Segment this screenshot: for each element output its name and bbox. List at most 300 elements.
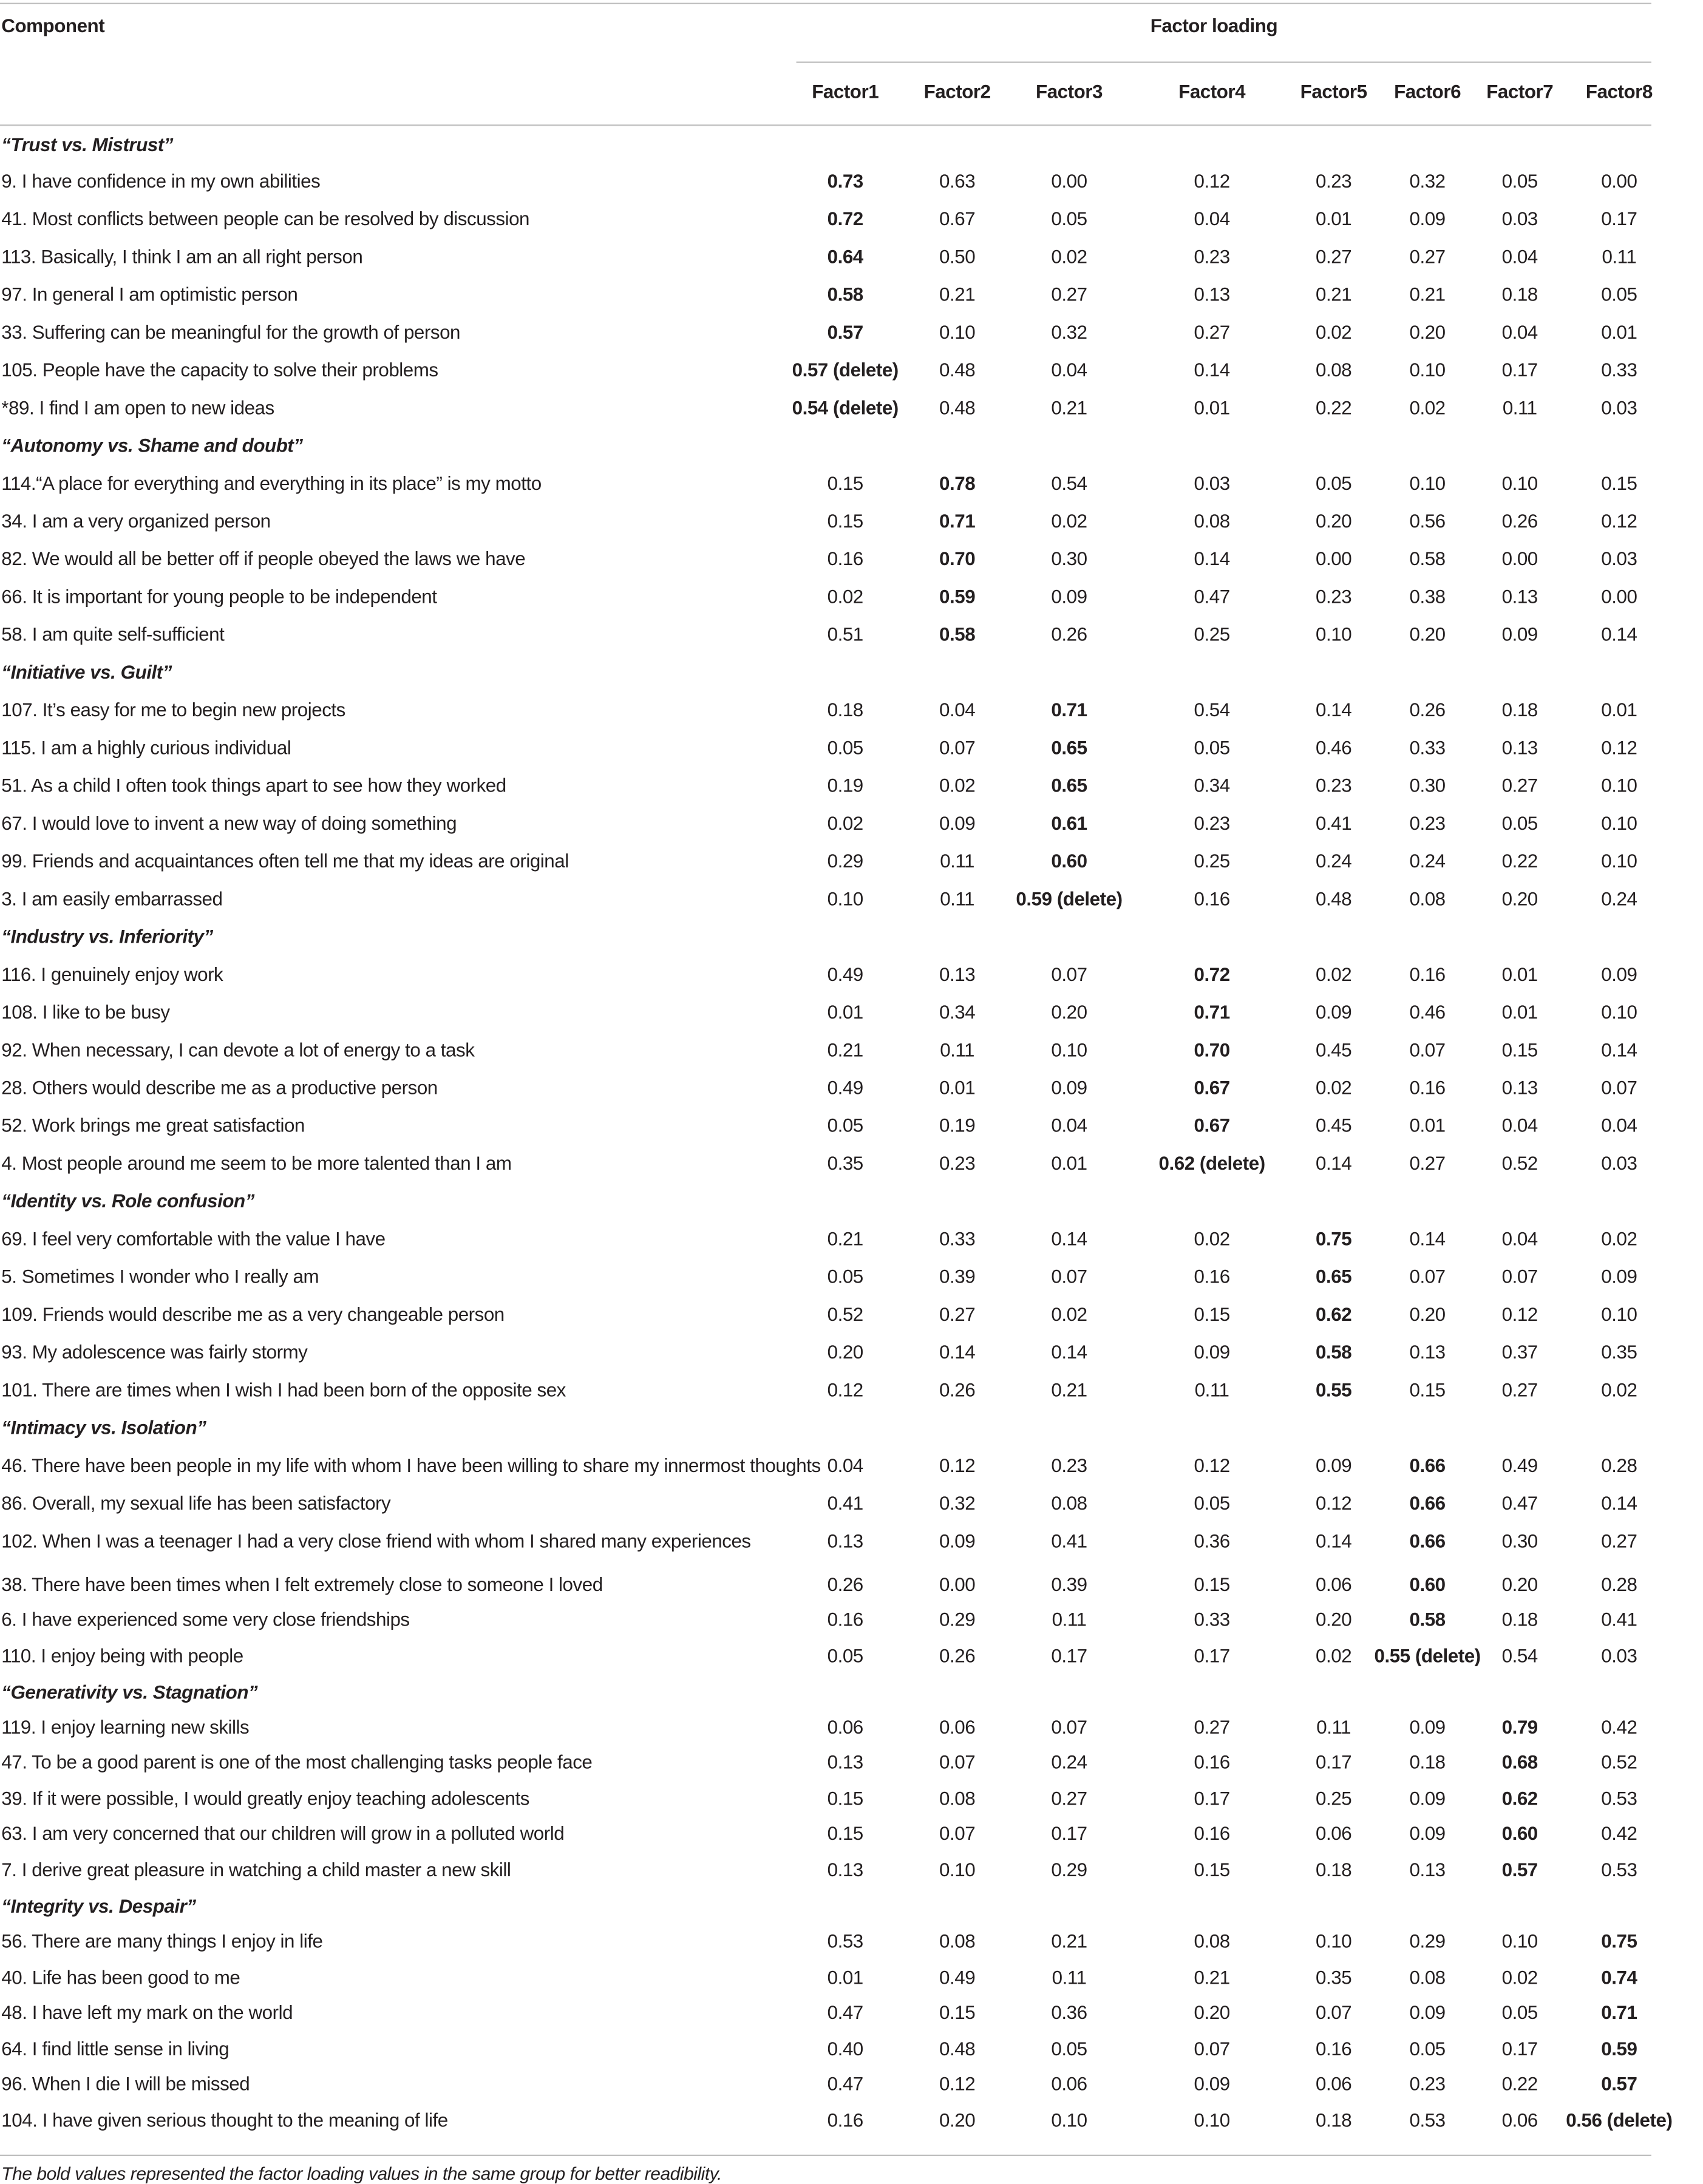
loading-cell: 0.03 [1601, 548, 1637, 570]
loading-cell: 0.06 [1316, 2074, 1352, 2095]
loading-cell: 0.01 [1316, 208, 1352, 230]
loading-cell: 0.64 [827, 246, 863, 268]
loading-cell: 0.07 [1194, 2038, 1230, 2060]
loading-cell: 0.13 [827, 1751, 863, 1773]
loading-cell: 0.16 [827, 1609, 863, 1630]
loading-cell: 0.05 [1194, 1493, 1230, 1514]
loading-cell: 0.68 [1501, 1751, 1538, 1773]
loading-cell: 0.28 [1601, 1455, 1637, 1476]
loading-cell: 0.11 [940, 850, 975, 872]
item-label: 67. I would love to invent a new way of doing something [1, 813, 457, 834]
loading-cell: 0.06 [827, 1717, 863, 1738]
loading-cell: 0.00 [939, 1574, 976, 1595]
loading-cell: 0.23 [1316, 586, 1352, 608]
loading-cell: 0.11 [1502, 397, 1537, 419]
loading-cell: 0.16 [1194, 1266, 1230, 1287]
loading-cell: 0.20 [1316, 1609, 1352, 1630]
loading-cell: 0.37 [1501, 1341, 1538, 1363]
loading-cell: 0.14 [1194, 548, 1230, 570]
loading-cell: 0.50 [939, 246, 976, 268]
loading-cell: 0.05 [1501, 813, 1538, 834]
loading-cell: 0.14 [1194, 359, 1230, 381]
loading-cell: 0.15 [827, 1823, 863, 1844]
loading-cell: 0.62 (delete) [1158, 1153, 1265, 1174]
loading-cell: 0.04 [827, 1455, 863, 1476]
loading-cell: 0.47 [1194, 586, 1230, 608]
item-label: 40. Life has been good to me [1, 1967, 240, 1989]
loading-cell: 0.05 [1409, 2038, 1446, 2060]
loading-cell: 0.56 [1409, 510, 1446, 532]
loading-cell: 0.58 [1316, 1341, 1352, 1363]
loading-cell: 0.07 [1501, 1266, 1538, 1287]
loading-cell: 0.00 [1051, 171, 1087, 192]
loading-cell: 0.33 [1194, 1609, 1230, 1630]
loading-cell: 0.02 [939, 775, 976, 796]
loading-cell: 0.12 [1601, 510, 1637, 532]
item-label: 52. Work brings me great satisfaction [1, 1115, 305, 1136]
loading-cell: 0.01 [827, 1967, 863, 1989]
item-label: 114.“A place for everything and everything in its place” is my motto [1, 473, 542, 494]
factor-header: Factor4 [1178, 81, 1246, 103]
loading-cell: 0.27 [1194, 1717, 1230, 1738]
loading-cell: 0.62 [1501, 1788, 1538, 1809]
loading-cell: 0.14 [1601, 1039, 1637, 1061]
loading-cell: 0.05 [1194, 737, 1230, 759]
loading-cell: 0.05 [1501, 2002, 1538, 2024]
loading-cell: 0.20 [939, 2109, 976, 2131]
loading-cell: 0.73 [827, 171, 863, 192]
loading-cell: 0.16 [827, 2109, 863, 2131]
loading-cell: 0.08 [1194, 1930, 1230, 1952]
loading-cell: 0.10 [1409, 473, 1446, 494]
loading-cell: 0.27 [1501, 775, 1538, 796]
loading-cell: 0.49 [939, 1967, 976, 1989]
loading-cell: 0.02 [1601, 1379, 1637, 1401]
item-label: 105. People have the capacity to solve their problems [1, 359, 438, 381]
loading-cell: 0.06 [1051, 2074, 1087, 2095]
loading-cell: 0.08 [1051, 1493, 1087, 1514]
loading-cell: 0.49 [1501, 1455, 1538, 1476]
loading-cell: 0.10 [1316, 624, 1352, 645]
item-label: 46. There have been people in my life with whom I have been willing to share my innermost thoughts [1, 1455, 821, 1476]
item-label: 113. Basically, I think I am an all right person [1, 246, 363, 268]
loading-cell: 0.09 [1409, 1717, 1446, 1738]
loading-cell: 0.21 [1194, 1967, 1230, 1989]
loading-cell: 0.18 [1409, 1751, 1446, 1773]
loading-cell: 0.16 [827, 548, 863, 570]
loading-cell: 0.13 [827, 1530, 863, 1552]
item-label: 96. When I die I will be missed [1, 2074, 250, 2095]
loading-cell: 0.27 [1316, 246, 1352, 268]
item-label: *89. I find I am open to new ideas [1, 397, 274, 419]
loading-cell: 0.56 (delete) [1566, 2109, 1673, 2131]
loading-cell: 0.09 [1501, 624, 1538, 645]
loading-cell: 0.33 [1409, 737, 1446, 759]
loading-cell: 0.05 [827, 1645, 863, 1667]
loading-cell: 0.02 [1316, 1645, 1352, 1667]
loading-cell: 0.09 [1601, 1266, 1637, 1287]
loading-cell: 0.42 [1601, 1717, 1637, 1738]
loading-cell: 0.57 (delete) [792, 359, 899, 381]
loading-cell: 0.20 [1051, 1002, 1087, 1023]
loading-cell: 0.33 [1601, 359, 1637, 381]
loading-cell: 0.12 [939, 1455, 976, 1476]
loading-cell: 0.25 [1194, 850, 1230, 872]
loading-cell: 0.01 [1501, 964, 1538, 985]
loading-cell: 0.59 [1601, 2038, 1637, 2060]
loading-cell: 0.29 [1051, 1859, 1087, 1880]
loading-cell: 0.52 [1501, 1153, 1538, 1174]
loading-cell: 0.11 [1052, 1967, 1087, 1989]
loading-cell: 0.14 [1316, 1153, 1352, 1174]
loading-cell: 0.10 [1501, 1930, 1538, 1952]
loading-cell: 0.09 [1409, 1823, 1446, 1844]
loading-cell: 0.03 [1601, 1645, 1637, 1667]
top-rule [0, 3, 1651, 4]
loading-cell: 0.25 [1194, 624, 1230, 645]
loading-cell: 0.23 [1194, 813, 1230, 834]
loading-cell: 0.08 [939, 1788, 976, 1809]
loading-cell: 0.08 [1409, 888, 1446, 910]
loading-cell: 0.48 [939, 2038, 976, 2060]
loading-cell: 0.55 [1316, 1379, 1352, 1401]
factor-header: Factor6 [1394, 81, 1461, 103]
loading-cell: 0.45 [1316, 1039, 1352, 1061]
loading-cell: 0.67 [1194, 1077, 1230, 1099]
item-label: 5. Sometimes I wonder who I really am [1, 1266, 319, 1287]
loading-cell: 0.53 [1601, 1859, 1637, 1880]
loading-cell: 0.14 [1316, 1530, 1352, 1552]
loading-cell: 0.12 [1601, 737, 1637, 759]
loading-cell: 0.09 [1409, 1788, 1446, 1809]
loading-cell: 0.54 [1501, 1645, 1538, 1667]
loading-cell: 0.09 [1601, 964, 1637, 985]
loading-cell: 0.78 [939, 473, 976, 494]
loading-cell: 0.18 [1501, 283, 1538, 305]
loading-cell: 0.13 [1409, 1859, 1446, 1880]
loading-cell: 0.27 [1051, 1788, 1087, 1809]
loading-cell: 0.36 [1194, 1530, 1230, 1552]
loading-cell: 0.01 [1601, 699, 1637, 721]
factor-header: Factor1 [812, 81, 879, 103]
section-heading: “Integrity vs. Despair” [1, 1896, 196, 1917]
loading-cell: 0.14 [939, 1341, 976, 1363]
loading-cell: 0.02 [1051, 510, 1087, 532]
loading-cell: 0.07 [1409, 1266, 1446, 1287]
loading-cell: 0.03 [1601, 397, 1637, 419]
loading-cell: 0.11 [1316, 1717, 1351, 1738]
item-label: 82. We would all be better off if people obeyed the laws we have [1, 548, 526, 570]
item-label: 116. I genuinely enjoy work [1, 964, 223, 985]
item-label: 108. I like to be busy [1, 1002, 170, 1023]
loading-cell: 0.10 [1316, 1930, 1352, 1952]
loading-cell: 0.09 [1194, 1341, 1230, 1363]
loading-cell: 0.11 [940, 888, 975, 910]
loading-cell: 0.11 [940, 1039, 975, 1061]
loading-cell: 0.15 [827, 473, 863, 494]
loading-cell: 0.01 [827, 1002, 863, 1023]
loading-cell: 0.67 [1194, 1115, 1230, 1136]
loading-cell: 0.20 [1501, 1574, 1538, 1595]
loading-cell: 0.36 [1051, 2002, 1087, 2024]
loading-cell: 0.09 [1409, 208, 1446, 230]
item-label: 102. When I was a teenager I had a very close friend with whom I shared many experiences [1, 1530, 751, 1552]
loading-cell: 0.10 [1409, 359, 1446, 381]
item-label: 99. Friends and acquaintances often tell me that my ideas are original [1, 850, 569, 872]
factor-header: Factor2 [923, 81, 991, 103]
loading-cell: 0.67 [939, 208, 976, 230]
loading-cell: 0.11 [1052, 1609, 1087, 1630]
loading-cell: 0.22 [1501, 850, 1538, 872]
loading-cell: 0.57 [1501, 1859, 1538, 1880]
loading-cell: 0.04 [939, 699, 976, 721]
loading-cell: 0.06 [939, 1717, 976, 1738]
item-label: 66. It is important for young people to be independent [1, 586, 437, 608]
loading-cell: 0.05 [1316, 473, 1352, 494]
loading-cell: 0.17 [1051, 1823, 1087, 1844]
loading-cell: 0.20 [1194, 2002, 1230, 2024]
item-label: 104. I have given serious thought to the meaning of life [1, 2109, 448, 2131]
loading-cell: 0.66 [1409, 1455, 1446, 1476]
loading-cell: 0.17 [1194, 1645, 1230, 1667]
loading-cell: 0.16 [1409, 964, 1446, 985]
loading-cell: 0.02 [827, 586, 863, 608]
loading-cell: 0.02 [1316, 322, 1352, 343]
loading-cell: 0.61 [1051, 813, 1087, 834]
loading-cell: 0.72 [827, 208, 863, 230]
loading-cell: 0.55 (delete) [1374, 1645, 1481, 1667]
loading-cell: 0.13 [1194, 283, 1230, 305]
loading-cell: 0.58 [1409, 1609, 1446, 1630]
loading-cell: 0.39 [1051, 1574, 1087, 1595]
loading-cell: 0.30 [1501, 1530, 1538, 1552]
loading-cell: 0.65 [1316, 1266, 1352, 1287]
loading-cell: 0.72 [1194, 964, 1230, 985]
loading-cell: 0.35 [1316, 1967, 1352, 1989]
loading-cell: 0.24 [1409, 850, 1446, 872]
loading-cell: 0.02 [1194, 1228, 1230, 1250]
loading-cell: 0.58 [939, 624, 976, 645]
loading-cell: 0.60 [1409, 1574, 1446, 1595]
loading-cell: 0.33 [939, 1228, 976, 1250]
loading-cell: 0.48 [939, 359, 976, 381]
loading-cell: 0.03 [1194, 473, 1230, 494]
loading-cell: 0.07 [939, 1751, 976, 1773]
loading-cell: 0.60 [1051, 850, 1087, 872]
loading-cell: 0.10 [1601, 1002, 1637, 1023]
loading-cell: 0.26 [1051, 624, 1087, 645]
section-heading: “Intimacy vs. Isolation” [1, 1417, 206, 1439]
loading-cell: 0.19 [939, 1115, 976, 1136]
loading-cell: 0.17 [1051, 1645, 1087, 1667]
loading-cell: 0.47 [827, 2002, 863, 2024]
item-label: 28. Others would describe me as a productive person [1, 1077, 438, 1099]
loading-cell: 0.51 [827, 624, 863, 645]
item-label: 110. I enjoy being with people [1, 1645, 243, 1667]
loading-cell: 0.15 [1194, 1304, 1230, 1325]
loading-cell: 0.20 [1316, 510, 1352, 532]
loading-cell: 0.09 [1051, 1077, 1087, 1099]
loading-cell: 0.01 [1501, 1002, 1538, 1023]
loading-cell: 0.10 [939, 1859, 976, 1880]
loading-cell: 0.47 [1501, 1493, 1538, 1514]
loading-cell: 0.06 [1316, 1823, 1352, 1844]
loading-cell: 0.38 [1409, 586, 1446, 608]
loading-cell: 0.28 [1601, 1574, 1637, 1595]
loading-cell: 0.21 [827, 1039, 863, 1061]
loading-cell: 0.45 [1316, 1115, 1352, 1136]
item-label: 69. I feel very comfortable with the value I have [1, 1228, 386, 1250]
loading-cell: 0.66 [1409, 1530, 1446, 1552]
loading-cell: 0.41 [827, 1493, 863, 1514]
loading-cell: 0.13 [827, 1859, 863, 1880]
loading-cell: 0.06 [1316, 1574, 1352, 1595]
component-header: Component [1, 15, 105, 36]
loading-cell: 0.15 [1194, 1574, 1230, 1595]
loading-cell: 0.12 [1316, 1493, 1352, 1514]
loading-cell: 0.47 [827, 2074, 863, 2095]
loading-cell: 0.52 [827, 1304, 863, 1325]
loading-cell: 0.05 [827, 1266, 863, 1287]
loading-cell: 0.32 [1051, 322, 1087, 343]
item-label: 6. I have experienced some very close friendships [1, 1609, 410, 1630]
section-heading: “Initiative vs. Guilt” [1, 662, 172, 683]
item-label: 64. I find little sense in living [1, 2038, 229, 2060]
loading-cell: 0.15 [1501, 1039, 1538, 1061]
loading-cell: 0.07 [939, 1823, 976, 1844]
item-label: 92. When necessary, I can devote a lot of energy to a task [1, 1039, 475, 1061]
loading-cell: 0.14 [1601, 624, 1637, 645]
loading-cell: 0.57 [827, 322, 863, 343]
loading-cell: 0.20 [1501, 888, 1538, 910]
loading-cell: 0.02 [1051, 1304, 1087, 1325]
loading-cell: 0.46 [1316, 737, 1352, 759]
loading-cell: 0.15 [939, 2002, 976, 2024]
loading-cell: 0.05 [1051, 208, 1087, 230]
loading-cell: 0.23 [1316, 775, 1352, 796]
loading-cell: 0.10 [1601, 1304, 1637, 1325]
loading-cell: 0.10 [1601, 775, 1637, 796]
loading-cell: 0.27 [1194, 322, 1230, 343]
item-label: 47. To be a good parent is one of the most challenging tasks people face [1, 1751, 593, 1773]
loading-cell: 0.48 [939, 397, 976, 419]
item-label: 39. If it were possible, I would greatly enjoy teaching adolescents [1, 1788, 529, 1809]
loading-cell: 0.16 [1409, 1077, 1446, 1099]
loading-cell: 0.10 [1601, 813, 1637, 834]
loading-cell: 0.17 [1316, 1751, 1352, 1773]
loading-cell: 0.02 [1409, 397, 1446, 419]
loading-cell: 0.04 [1501, 246, 1538, 268]
loading-cell: 0.58 [1409, 548, 1446, 570]
loading-cell: 0.18 [1316, 2109, 1352, 2131]
loading-cell: 0.10 [939, 322, 976, 343]
loading-cell: 0.01 [1194, 397, 1230, 419]
section-heading: “Generativity vs. Stagnation” [1, 1681, 258, 1703]
loading-cell: 0.65 [1051, 775, 1087, 796]
loading-cell: 0.20 [1409, 1304, 1446, 1325]
loading-cell: 0.62 [1316, 1304, 1352, 1325]
loading-cell: 0.07 [1051, 1717, 1087, 1738]
loading-cell: 0.21 [939, 283, 976, 305]
header-rule [0, 124, 1651, 126]
factor-header: Factor7 [1486, 81, 1554, 103]
loading-cell: 0.11 [1602, 246, 1637, 268]
loading-cell: 0.04 [1601, 1115, 1637, 1136]
loading-cell: 0.14 [1051, 1341, 1087, 1363]
loading-cell: 0.10 [1051, 2109, 1087, 2131]
loading-cell: 0.03 [1501, 208, 1538, 230]
loading-cell: 0.00 [1501, 548, 1538, 570]
loading-cell: 0.15 [827, 1788, 863, 1809]
item-label: 33. Suffering can be meaningful for the growth of person [1, 322, 461, 343]
loading-cell: 0.23 [1316, 171, 1352, 192]
loading-cell: 0.17 [1601, 208, 1637, 230]
loading-cell: 0.01 [1409, 1115, 1446, 1136]
loading-cell: 0.02 [1501, 1967, 1538, 1989]
loading-cell: 0.32 [1409, 171, 1446, 192]
loading-cell: 0.30 [1409, 775, 1446, 796]
loading-cell: 0.10 [827, 888, 863, 910]
loading-cell: 0.54 [1194, 699, 1230, 721]
loading-cell: 0.21 [1316, 283, 1352, 305]
loading-cell: 0.10 [1194, 2109, 1230, 2131]
section-heading: “Autonomy vs. Shame and doubt” [1, 435, 303, 456]
loading-cell: 0.22 [1501, 2074, 1538, 2095]
loading-cell: 0.16 [1194, 1751, 1230, 1773]
loading-cell: 0.12 [827, 1379, 863, 1401]
loading-cell: 0.26 [939, 1645, 976, 1667]
loading-cell: 0.04 [1501, 322, 1538, 343]
loading-cell: 0.11 [1194, 1379, 1229, 1401]
loading-cell: 0.06 [1501, 2109, 1538, 2131]
loading-cell: 0.01 [1601, 322, 1637, 343]
loading-cell: 0.07 [939, 737, 976, 759]
loading-cell: 0.12 [1194, 1455, 1230, 1476]
loading-cell: 0.08 [1409, 1967, 1446, 1989]
loading-cell: 0.00 [1601, 586, 1637, 608]
loading-cell: 0.16 [1194, 1823, 1230, 1844]
loading-cell: 0.23 [1409, 813, 1446, 834]
loading-cell: 0.15 [1194, 1859, 1230, 1880]
loading-cell: 0.02 [1051, 246, 1087, 268]
factor-loading-header: Factor loading [1150, 15, 1278, 36]
loading-cell: 0.29 [939, 1609, 976, 1630]
factor-header: Factor3 [1036, 81, 1103, 103]
item-label: 4. Most people around me seem to be more talented than I am [1, 1153, 512, 1174]
loading-cell: 0.35 [1601, 1341, 1637, 1363]
loading-cell: 0.71 [1601, 2002, 1637, 2024]
item-label: 109. Friends would describe me as a very changeable person [1, 1304, 505, 1325]
loading-cell: 0.14 [1316, 699, 1352, 721]
loading-cell: 0.27 [1601, 1530, 1637, 1552]
loading-cell: 0.49 [827, 964, 863, 985]
section-heading: “Trust vs. Mistrust” [1, 134, 174, 155]
item-label: 115. I am a highly curious individual [1, 737, 291, 759]
loading-cell: 0.65 [1051, 737, 1087, 759]
loading-cell: 0.15 [1601, 473, 1637, 494]
loading-cell: 0.27 [1409, 1153, 1446, 1174]
factor-loading-underline [797, 61, 1651, 63]
item-label: 9. I have confidence in my own abilities [1, 171, 321, 192]
loading-cell: 0.10 [1501, 473, 1538, 494]
item-label: 51. As a child I often took things apart to see how they worked [1, 775, 506, 796]
loading-cell: 0.30 [1051, 548, 1087, 570]
loading-cell: 0.20 [1409, 322, 1446, 343]
loading-cell: 0.20 [827, 1341, 863, 1363]
loading-cell: 0.09 [939, 813, 976, 834]
loading-cell: 0.04 [1501, 1228, 1538, 1250]
loading-cell: 0.21 [1051, 397, 1087, 419]
